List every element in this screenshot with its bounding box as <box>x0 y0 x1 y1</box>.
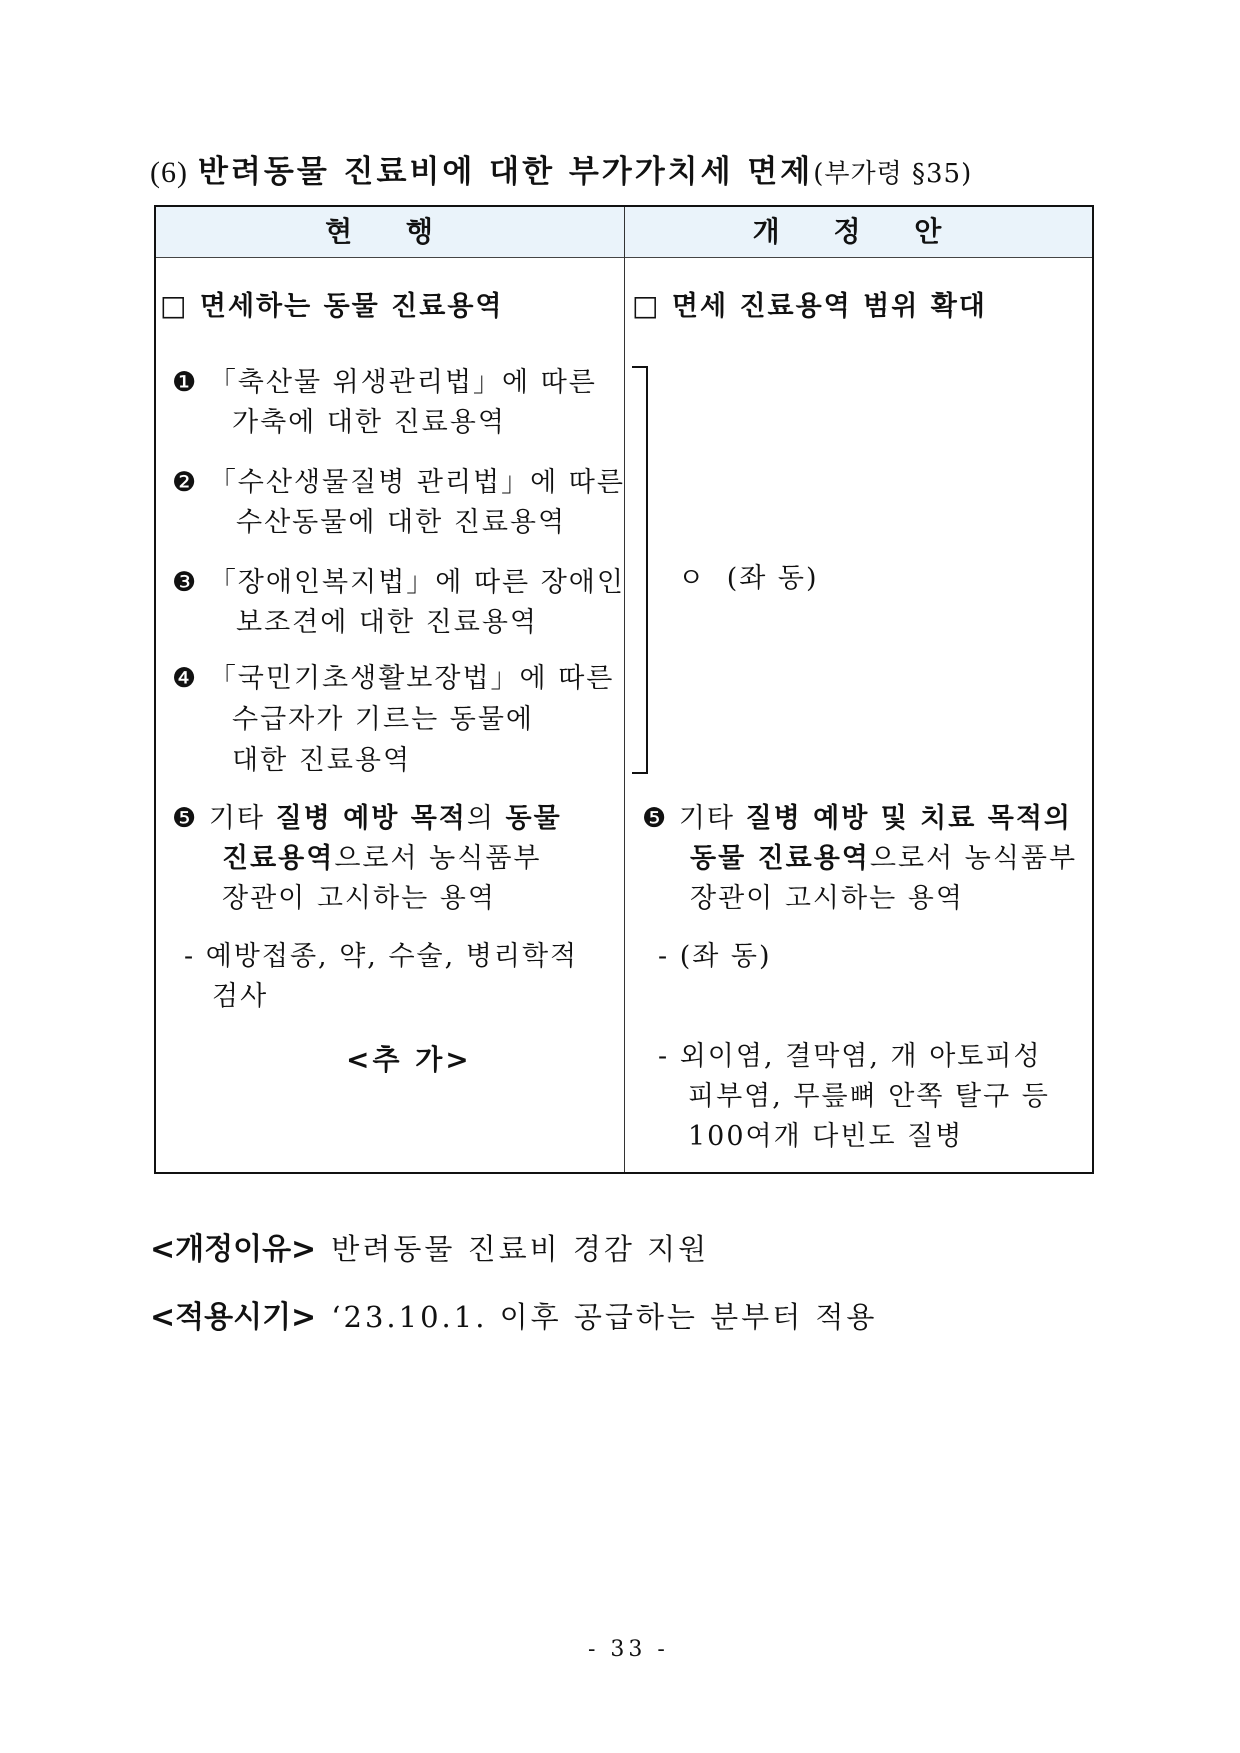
effective-text: ‘23.10.1. 이후 공급하는 분부터 적용 <box>331 1300 878 1334</box>
same-text: (좌 동) <box>726 563 819 594</box>
left-section-text: 면세하는 동물 진료용역 <box>199 291 504 322</box>
header-current: 현 행 <box>325 215 455 248</box>
column-divider <box>624 207 625 1172</box>
reason-label: <개정이유> <box>150 1232 317 1267</box>
right-item-5 <box>642 796 1072 835</box>
left-item-2 <box>172 460 625 499</box>
right-sub-item-2-cont2: 100여개 다빈도 질병 <box>688 1121 964 1152</box>
sub-item-text: 예방접종, 약, 수술, 병리학적 <box>205 941 579 972</box>
item-text: 으로서 농식품부 <box>334 843 542 874</box>
item-text: 「축산물 위생관리법」에 따른 <box>208 367 597 398</box>
right-item-5-cont <box>690 836 1077 875</box>
left-item-5 <box>172 796 562 835</box>
bullet-circle-icon: ㅇ <box>678 563 707 594</box>
item-emphasis: 질병 예방 목적 <box>275 803 467 834</box>
right-sub-item-1 <box>658 934 772 973</box>
item-text: 「수산생물질병 관리법」에 따른 <box>208 467 625 498</box>
reason-text: 반려동물 진료비 경감 지원 <box>331 1232 710 1266</box>
left-item-1-cont: 가축에 대한 진료용역 <box>232 407 506 438</box>
checkbox-square-icon: □ <box>632 289 661 322</box>
item-text: 기타 <box>678 803 746 834</box>
left-item-4-cont2: 대한 진료용역 <box>232 745 412 776</box>
left-item-3 <box>172 560 625 599</box>
circled-5-icon: ❺ <box>642 803 669 834</box>
left-sub-item-cont: 검사 <box>212 981 269 1012</box>
item-text: 으로서 농식품부 <box>869 843 1078 874</box>
circled-4-icon: ❹ <box>172 663 199 694</box>
item-text: 의 <box>466 803 506 834</box>
item-text: 「장애인복지법」에 따른 장애인 <box>208 567 625 598</box>
item-emphasis: 동물 진료용역 <box>690 843 870 874</box>
section-heading: 반려동물 진료비에 대한 부가가치세 면제 <box>197 154 814 190</box>
left-item-3-cont: 보조견에 대한 진료용역 <box>236 607 538 638</box>
right-same-as-left <box>678 556 819 595</box>
effective-label: <적용시기> <box>150 1300 317 1335</box>
amendment-reason <box>150 1224 709 1268</box>
circled-5-icon: ❺ <box>172 803 199 834</box>
header-proposed: 개 정 안 <box>752 215 964 248</box>
left-sub-item <box>184 934 578 973</box>
item-text: 기타 <box>208 803 276 834</box>
item-emphasis: 진료용역 <box>222 843 335 874</box>
left-item-4-cont: 수급자가 기르는 동물에 <box>232 704 534 735</box>
law-reference: (부가령 §35) <box>813 159 973 189</box>
item-text: 「국민기초생활보장법」에 따른 <box>208 663 615 694</box>
item-emphasis: 동물 <box>505 803 562 834</box>
left-item-4 <box>172 656 614 695</box>
grouping-bracket <box>632 366 648 774</box>
sub-item-text: 외이염, 결막염, 개 아토피성 <box>679 1041 1042 1072</box>
section-number: (6) <box>150 156 188 189</box>
right-item-5-cont2: 장관이 고시하는 용역 <box>690 883 964 914</box>
dash-icon: - <box>184 941 196 972</box>
dash-icon: - <box>658 1041 670 1072</box>
right-sub-item-2-cont: 피부염, 무릎뼈 안쪽 탈구 등 <box>688 1081 1050 1112</box>
dash-icon: - <box>658 941 670 972</box>
circled-3-icon: ❸ <box>172 567 199 598</box>
circled-2-icon: ❷ <box>172 467 199 498</box>
left-item-5-cont2: 장관이 고시하는 용역 <box>222 883 496 914</box>
effective-date <box>150 1292 877 1336</box>
right-sub-item-2 <box>658 1034 1042 1073</box>
right-section-text: 면세 진료용역 범위 확대 <box>671 291 987 322</box>
page-number: - 33 - <box>588 1637 669 1662</box>
left-item-2-cont: 수산동물에 대한 진료용역 <box>236 507 567 538</box>
left-section-heading <box>160 284 504 323</box>
right-section-heading <box>632 284 987 323</box>
sub-item-text: (좌 동) <box>679 941 772 972</box>
circled-1-icon: ❶ <box>172 367 199 398</box>
section-title <box>150 146 972 191</box>
item-emphasis: 질병 예방 및 치료 목적의 <box>745 803 1072 834</box>
added-marker: <추 가> <box>346 1043 472 1076</box>
checkbox-square-icon: □ <box>160 289 189 322</box>
left-item-1 <box>172 360 597 399</box>
left-item-5-cont <box>222 836 541 875</box>
